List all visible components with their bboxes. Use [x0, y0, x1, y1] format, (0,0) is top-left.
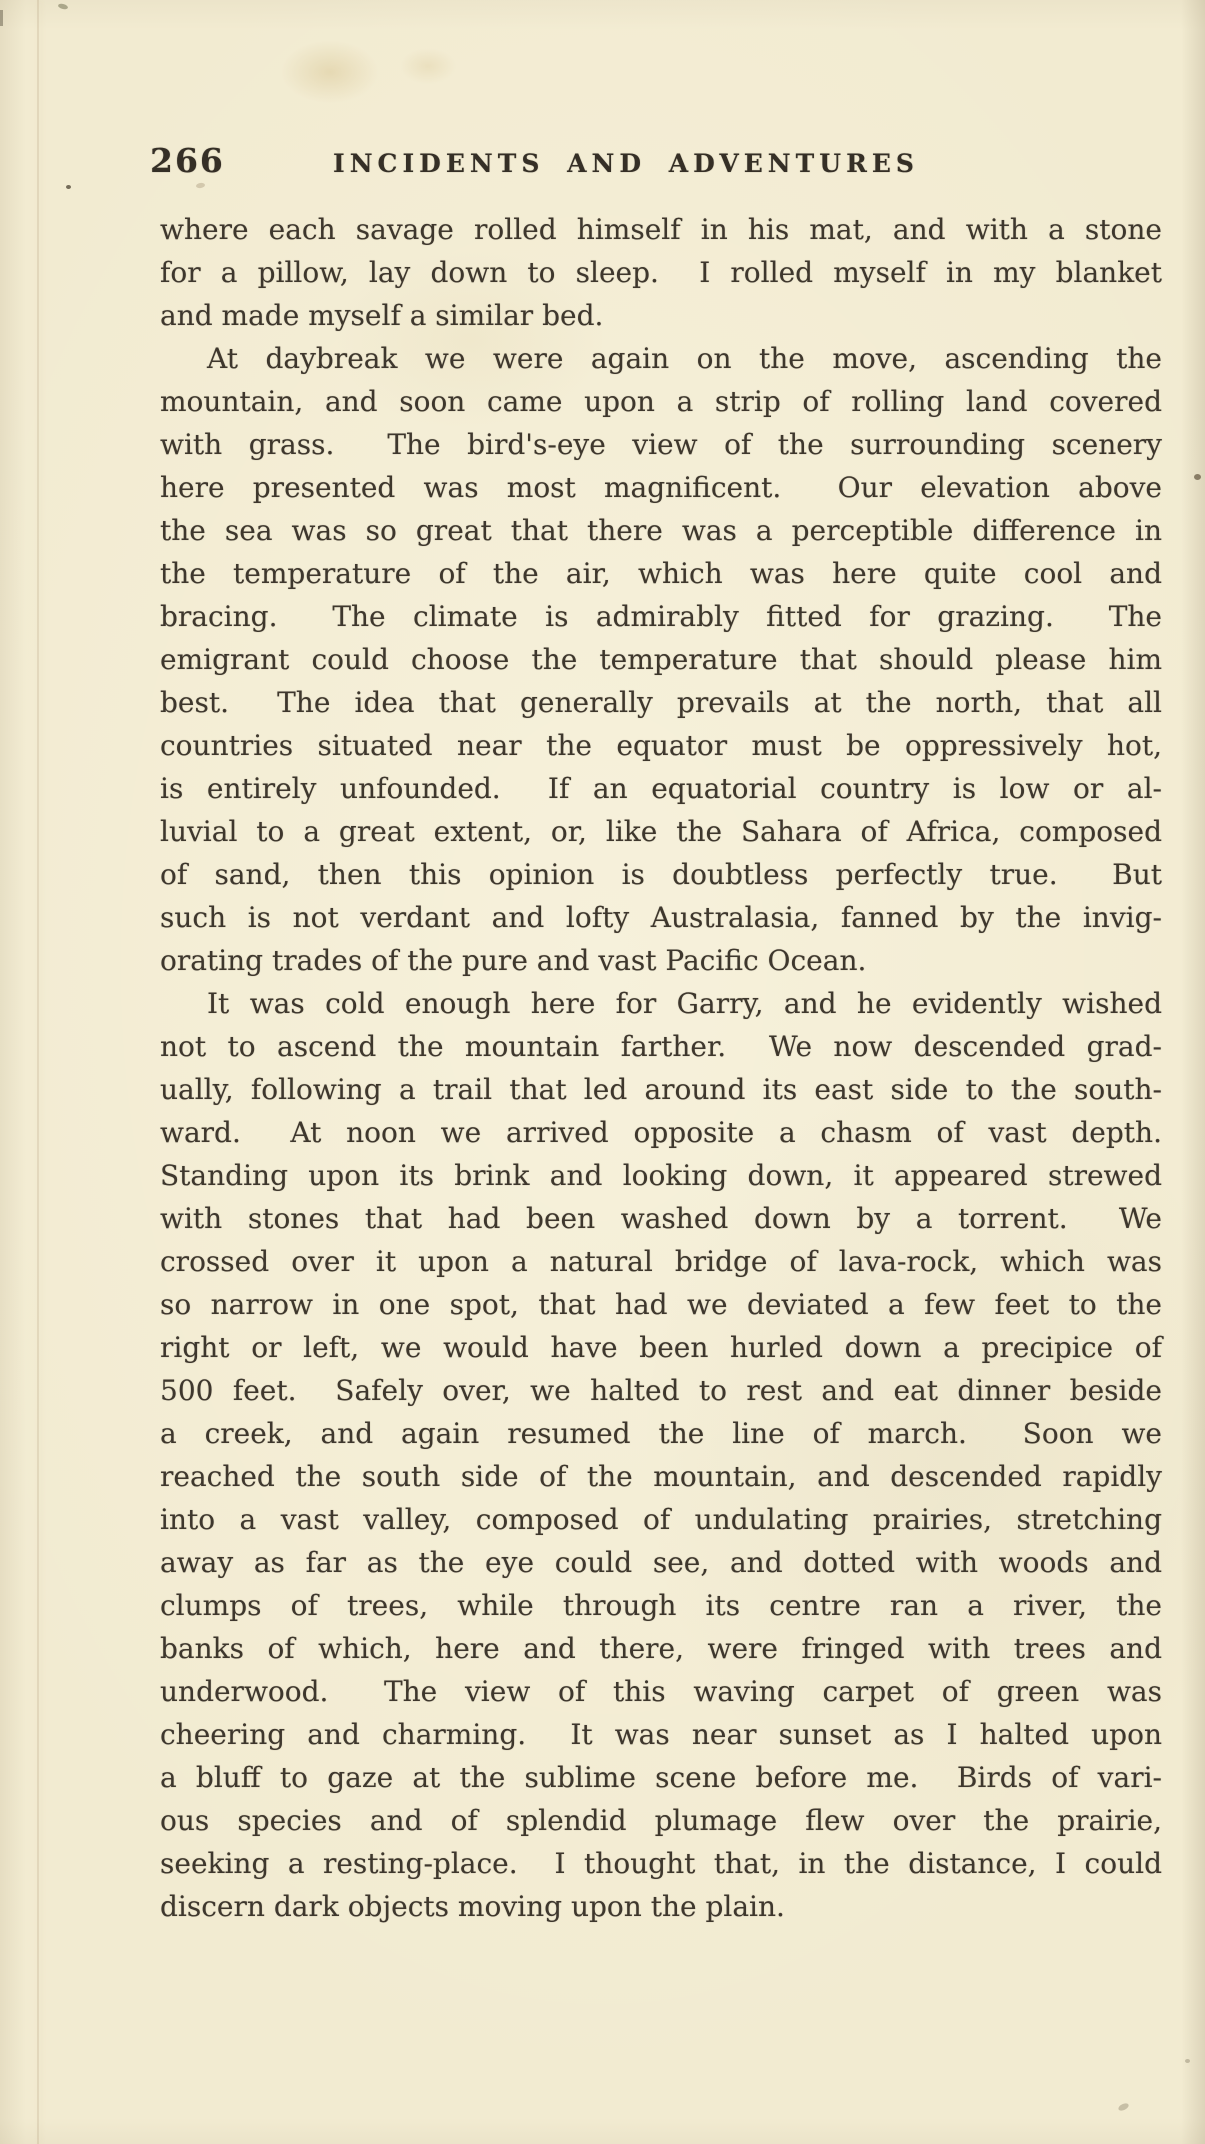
text-line: reached the south side of the mountain, and descended rapidly — [160, 1460, 1162, 1493]
text-line: discern dark objects moving upon the plain. — [160, 1890, 785, 1923]
body-text — [160, 208, 1162, 1928]
text-line: such is not verdant and lofty Australasia, fanned by the invig- — [160, 901, 1162, 934]
text-line: crossed over it upon a natural bridge of lava-rock, which was — [160, 1245, 1162, 1278]
text-line: It was cold enough here for Garry, and he evidently wished — [207, 987, 1162, 1020]
text-line: mountain, and soon came upon a strip of rolling land covered — [160, 385, 1162, 418]
ink-speck — [1117, 2102, 1130, 2112]
text-line: the sea was so great that there was a perceptible difference in — [160, 514, 1162, 547]
text-line: here presented was most magnificent. Our elevation above — [160, 471, 1162, 504]
text-line: where each savage rolled himself in his mat, and with a stone — [160, 213, 1162, 246]
text-line: with grass. The bird's-eye view of the surrounding scenery — [160, 428, 1162, 461]
text-line: a bluff to gaze at the sublime scene before me. Birds of vari- — [160, 1761, 1162, 1794]
text-line: cheering and charming. It was near sunset as I halted upon — [160, 1718, 1162, 1751]
ink-speck — [1185, 2059, 1190, 2063]
text-line: emigrant could choose the temperature that should please him — [160, 643, 1162, 676]
paragraph — [160, 337, 1162, 982]
text-line: bracing. The climate is admirably fitted for grazing. The — [160, 600, 1162, 633]
text-line: orating trades of the pure and vast Pacific Ocean. — [160, 944, 867, 977]
text-line: countries situated near the equator must be oppressively hot, — [160, 729, 1162, 762]
text-line: ous species and of splendid plumage flew over the prairie, — [160, 1804, 1162, 1837]
text-line: into a vast valley, composed of undulating prairies, stretching — [160, 1503, 1162, 1536]
text-line: 500 feet. Safely over, we halted to rest and eat dinner beside — [160, 1374, 1162, 1407]
ink-speck — [58, 3, 69, 10]
text-line: luvial to a great extent, or, like the Sahara of Africa, composed — [160, 815, 1162, 848]
text-line: with stones that had been washed down by a torrent. We — [160, 1202, 1162, 1235]
text-line: ually, following a trail that led around its east side to the south- — [160, 1073, 1162, 1106]
page-crease — [37, 0, 39, 2144]
text-line: of sand, then this opinion is doubtless perfectly true. But — [160, 858, 1162, 891]
text-line: and made myself a similar bed. — [160, 299, 604, 332]
text-line: banks of which, here and there, were fringed with trees and — [160, 1632, 1162, 1665]
page-edge-mark — [0, 10, 3, 26]
text-line: a creek, and again resumed the line of march. Soon we — [160, 1417, 1162, 1450]
text-line: is entirely unfounded. If an equatorial country is low or al- — [160, 772, 1162, 805]
text-line: away as far as the eye could see, and dotted with woods and — [160, 1546, 1162, 1579]
text-line: right or left, we would have been hurled down a precipice of — [160, 1331, 1162, 1364]
ink-smudge — [196, 182, 206, 188]
text-line: ward. At noon we arrived opposite a chasm of vast depth. — [160, 1116, 1162, 1149]
text-line: so narrow in one spot, that had we deviated a few feet to the — [160, 1288, 1162, 1321]
text-line: Standing upon its brink and looking down, it appeared strewed — [160, 1159, 1162, 1192]
text-line: for a pillow, lay down to sleep. I rolled myself in my blanket — [160, 256, 1162, 289]
paragraph — [160, 208, 1162, 337]
running-title: INCIDENTS AND ADVENTURES — [333, 149, 919, 178]
text-line: not to ascend the mountain farther. We now descended grad- — [160, 1030, 1162, 1063]
text-line: clumps of trees, while through its centre ran a river, the — [160, 1589, 1162, 1622]
text-line: underwood. The view of this waving carpet of green was — [160, 1675, 1162, 1708]
ink-speck — [66, 185, 71, 189]
ink-speck — [1194, 474, 1201, 480]
paragraph — [160, 982, 1162, 1928]
text-line: the temperature of the air, which was here quite cool and — [160, 557, 1162, 590]
page-number: 266 — [150, 141, 225, 180]
text-line: best. The idea that generally prevails at the north, that all — [160, 686, 1162, 719]
text-line: seeking a resting-place. I thought that, in the distance, I could — [160, 1847, 1162, 1880]
text-line: At daybreak we were again on the move, ascending the — [207, 342, 1162, 375]
